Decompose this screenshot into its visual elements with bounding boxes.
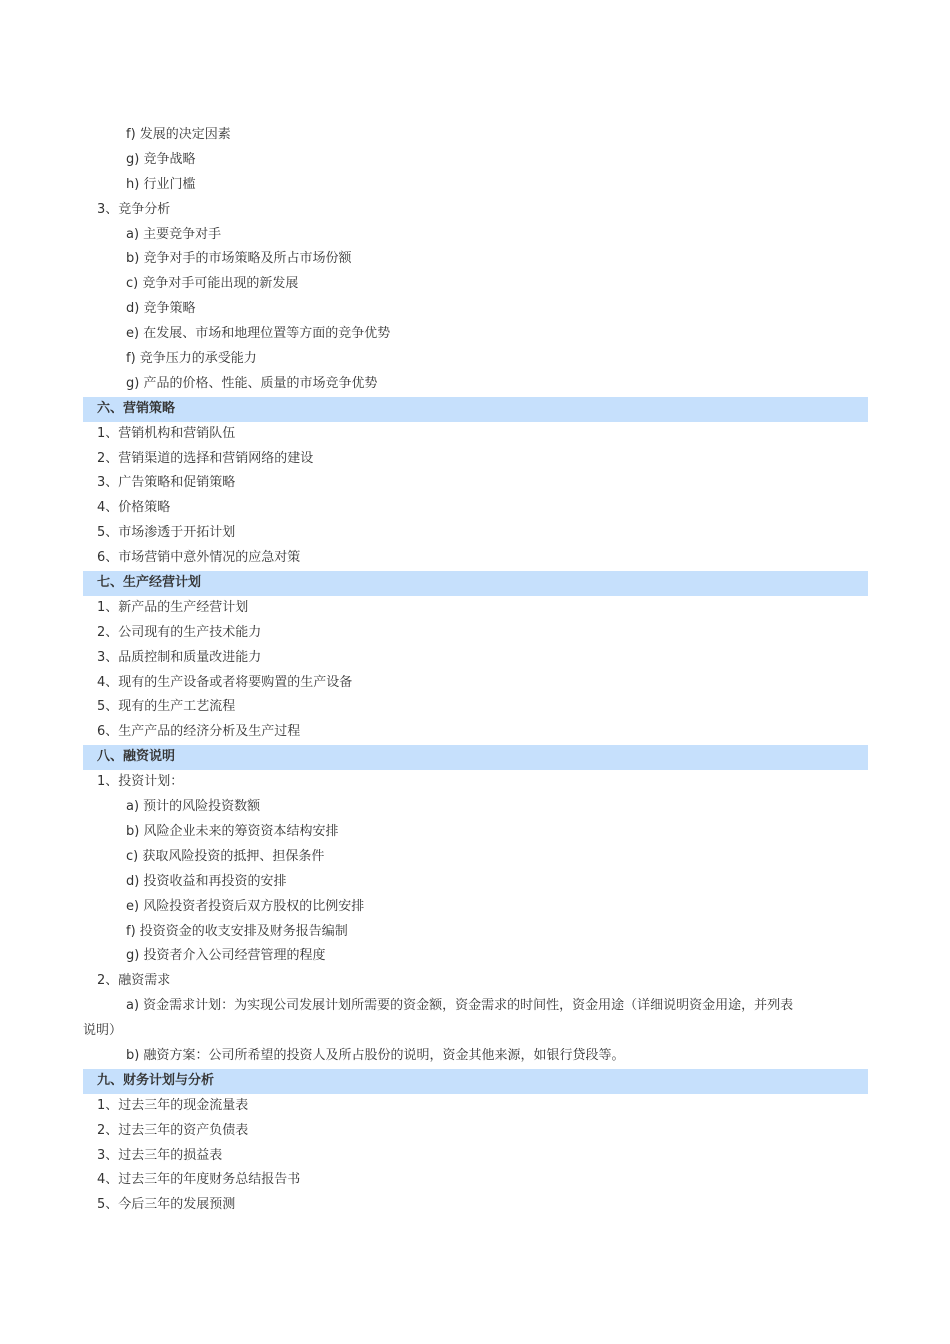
sub-item: c) 竞争对手可能出现的新发展 xyxy=(126,276,299,292)
list-item: 4、过去三年的年度财务总结报告书 xyxy=(97,1172,301,1188)
section-heading: 六、营销策略 xyxy=(83,397,868,422)
sub-item: c) 获取风险投资的抵押、担保条件 xyxy=(126,848,325,864)
sub-item: g) 产品的价格、性能、质量的市场竞争优势 xyxy=(126,375,378,391)
list-item: 1、投资计划： xyxy=(97,774,184,790)
list-item: 1、新产品的生产经营计划 xyxy=(97,599,249,615)
list-item: 2、融资需求 xyxy=(97,973,171,989)
sub-item: b) 竞争对手的市场策略及所占市场份额 xyxy=(126,251,352,267)
list-item: 5、市场渗透于开拓计划 xyxy=(97,525,236,541)
list-item: 3、广告策略和促销策略 xyxy=(97,475,236,491)
sub-item: a) 预计的风险投资数额 xyxy=(126,799,261,815)
list-item: 4、现有的生产设备或者将要购置的生产设备 xyxy=(97,674,353,690)
sub-item: d) 竞争策略 xyxy=(126,301,196,317)
sub-item: d) 投资收益和再投资的安排 xyxy=(126,873,287,889)
list-item: 2、营销渠道的选择和营销网络的建设 xyxy=(97,450,314,466)
list-item: 4、价格策略 xyxy=(97,500,171,516)
document-page xyxy=(83,123,868,1218)
list-item: 5、今后三年的发展预测 xyxy=(97,1197,236,1213)
list-item: 2、公司现有的生产技术能力 xyxy=(97,624,262,640)
list-item: 1、营销机构和营销队伍 xyxy=(97,425,236,441)
list-item: 6、生产产品的经济分析及生产过程 xyxy=(97,724,301,740)
sub-item: f) 投资资金的收支安排及财务报告编制 xyxy=(126,923,348,939)
list-item: 3、竞争分析 xyxy=(97,201,171,217)
list-item: 3、过去三年的损益表 xyxy=(97,1147,223,1163)
paragraph-line: a) 资金需求计划：为实现公司发展计划所需要的资金额，资金需求的时间性，资金用途（详细说明资金用途，并列表 xyxy=(126,998,794,1014)
sub-item: h) 行业门槛 xyxy=(126,176,196,192)
section-heading: 九、财务计划与分析 xyxy=(83,1069,868,1094)
sub-item: b) 风险企业未来的筹资资本结构安排 xyxy=(126,823,339,839)
paragraph-line: 说明） xyxy=(83,1023,123,1039)
sub-item: f) 发展的决定因素 xyxy=(126,127,231,142)
sub-item: g) 投资者介入公司经营管理的程度 xyxy=(126,948,326,964)
sub-item: a) 主要竞争对手 xyxy=(126,226,222,242)
list-item: 2、过去三年的资产负债表 xyxy=(97,1122,249,1138)
sub-item: e) 在发展、市场和地理位置等方面的竞争优势 xyxy=(126,326,391,342)
sub-item: f) 竞争压力的承受能力 xyxy=(126,351,257,367)
sub-item: g) 竞争战略 xyxy=(126,151,196,167)
sub-item: e) 风险投资者投资后双方股权的比例安排 xyxy=(126,898,365,914)
section-heading: 八、融资说明 xyxy=(83,745,868,770)
paragraph-line: b) 融资方案：公司所希望的投资人及所占股份的说明，资金其他来源，如银行贷段等。 xyxy=(126,1047,625,1063)
list-item: 3、品质控制和质量改进能力 xyxy=(97,649,262,665)
list-item: 6、市场营销中意外情况的应急对策 xyxy=(97,550,301,566)
list-item: 5、现有的生产工艺流程 xyxy=(97,699,236,715)
list-item: 1、过去三年的现金流量表 xyxy=(97,1097,249,1113)
section-heading: 七、生产经营计划 xyxy=(83,571,868,596)
